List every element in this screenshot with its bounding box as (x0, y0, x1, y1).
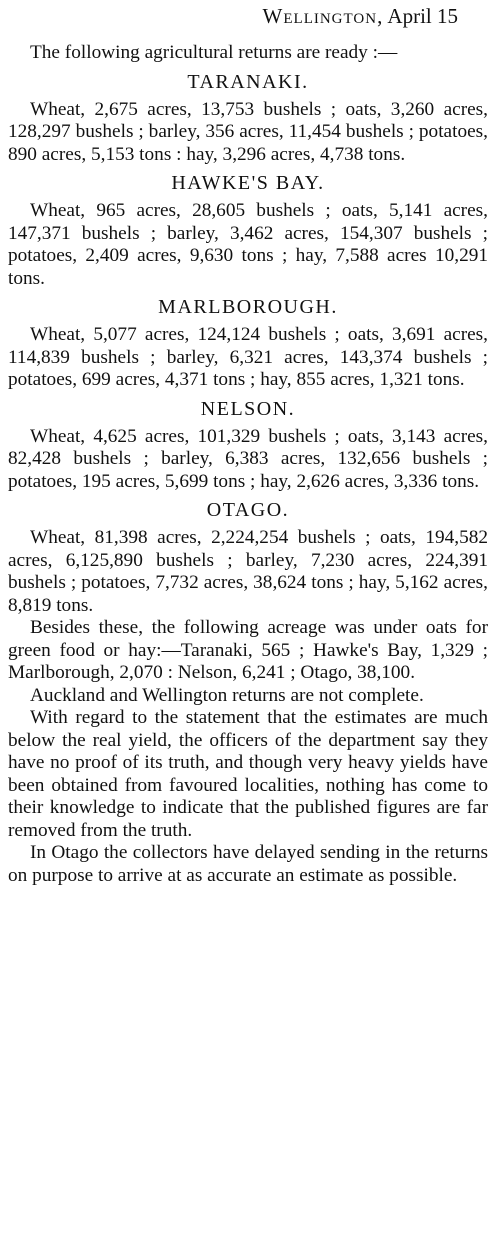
region-text-nelson: Wheat, 4,625 acres, 101,329 bushels ; oats, 3,143 acres, 82,428 bushels ; barley, 6,383 acres, 132,656 bushels ; potatoes, 195 acres, 5,699 tons ; hay, 2,626 acres, 3,336 tons. (8, 425, 488, 492)
intro-paragraph: The following agricultural returns are ready :— (30, 42, 398, 63)
region-text-hawkes-bay: Wheat, 965 acres, 28,605 bushels ; oats, 5,141 acres, 147,371 bushels ; barley, 3,462 acres, 154,307 bushels ; potatoes, 2,409 acres, 9,630 tons ; hay, 7,588 acres 10,291 tons. (8, 200, 488, 289)
otago-collectors-paragraph: In Otago the collectors have delayed sending in the returns on purpose to arrive at as accurate an estimate as possible. (8, 842, 488, 886)
region-heading-hawkes-bay: HAWKE'S BAY. (171, 172, 325, 194)
region-text-taranaki: Wheat, 2,675 acres, 13,753 bushels ; oats, 3,260 acres, 128,297 bushels ; barley, 356 acres, 11,454 bushels ; potatoes, 890 acres, 5,153 tons : hay, 3,296 acres, 4,738 tons. (8, 98, 488, 165)
oats-acreage-paragraph: Besides these, the following acreage was under oats for green food or hay:—Taranaki, 565 ; Hawke's Bay, 1,329 ; Marlborough, 2,070 : Nelson, 6,241 ; Otago, 38,100. (8, 617, 488, 683)
region-heading-nelson: NELSON. (200, 397, 296, 420)
region-text-otago: Wheat, 81,398 acres, 2,224,254 bushels ; oats, 194,582 acres, 6,125,890 bushels ; barley, 7,230 acres, 224,391 bushels ; potatoes, 7,732 acres, 38,624 tons ; hay, 5,162 acres, 8,819 tons. (8, 527, 488, 616)
region-heading-marlborough: MARLBOROUGH. (158, 296, 338, 318)
region-heading-taranaki: TARANAKI. (187, 70, 309, 93)
incomplete-returns-paragraph: Auckland and Wellington returns are not complete. (30, 684, 424, 706)
region-heading-otago: OTAGO. (206, 499, 290, 521)
estimates-statement-paragraph: With regard to the statement that the estimates are much below the real yield, the officers of the department say they have no proof of its truth, and though very heavy yields have been obtained from favoured localities, nothing has come to their knowledge to indicate that the published figures are far removed from the truth. (8, 707, 488, 841)
dateline-date: April 15 (387, 4, 458, 28)
dateline-place: Wellington, (262, 4, 384, 28)
region-text-marlborough: Wheat, 5,077 acres, 124,124 bushels ; oats, 3,691 acres, 114,839 bushels ; barley, 6,321 acres, 143,374 bushels ; potatoes, 699 acres, 4,371 tons ; hay, 855 acres, 1,321 tons. (8, 324, 488, 390)
dateline (8, 0, 488, 30)
